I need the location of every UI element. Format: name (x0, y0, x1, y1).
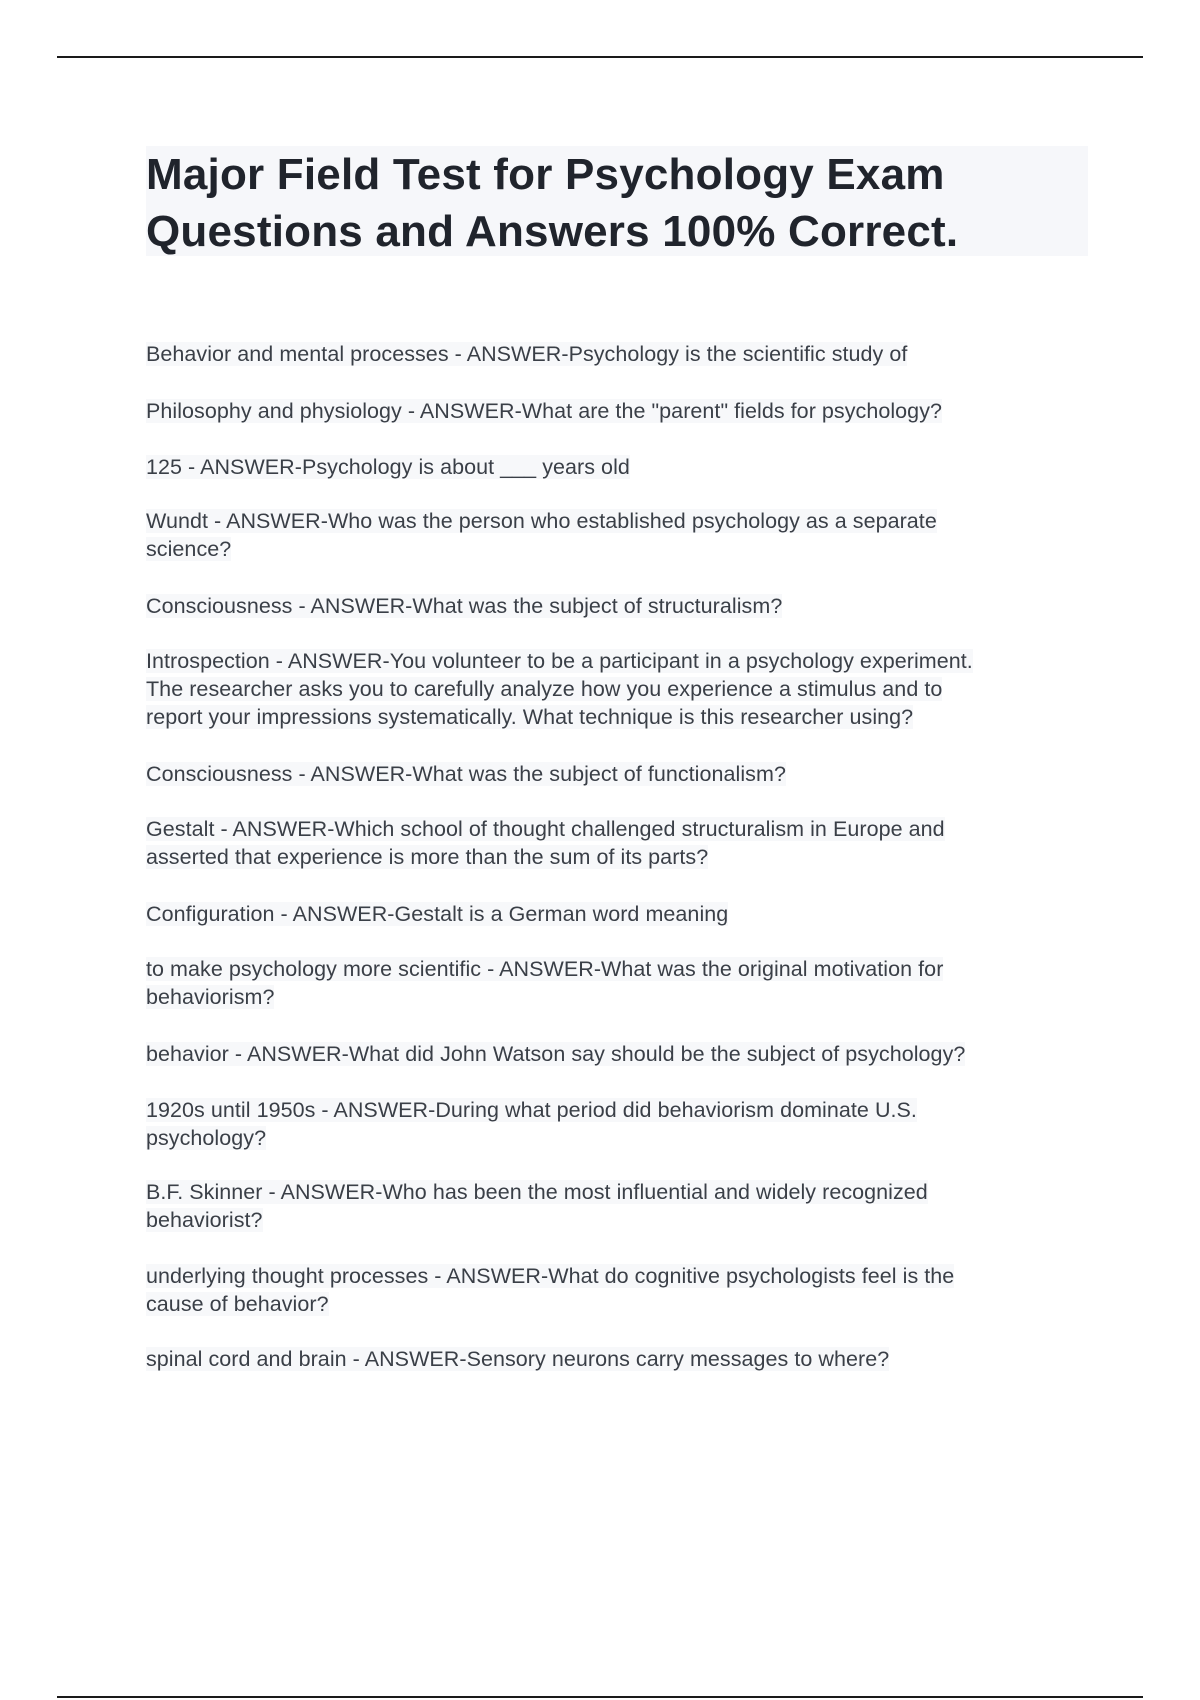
qa-item (146, 647, 1076, 731)
qa-line-text: Philosophy and physiology - ANSWER-What are the "parent" fields for psychology? (146, 399, 942, 423)
qa-item (146, 453, 1076, 481)
qa-line-text: Gestalt - ANSWER-Which school of thought challenged structuralism in Europe and (146, 817, 945, 841)
qa-line-text: behaviorist? (146, 1208, 263, 1232)
qa-line-text: Wundt - ANSWER-Who was the person who established psychology as a separate (146, 509, 937, 533)
qa-item (146, 1178, 1076, 1234)
qa-line-text: The researcher asks you to carefully analyze how you experience a stimulus and to (146, 677, 943, 701)
qa-line (146, 1290, 1076, 1318)
qa-line (146, 1262, 1076, 1290)
qa-item (146, 340, 1076, 368)
bottom-rule (57, 1696, 1143, 1698)
qa-line-text: spinal cord and brain - ANSWER-Sensory neurons carry messages to where? (146, 1347, 890, 1371)
qa-line-text: underlying thought processes - ANSWER-What do cognitive psychologists feel is the (146, 1264, 955, 1288)
qa-line (146, 900, 1076, 928)
title-line-1: Major Field Test for Psychology Exam (146, 150, 945, 199)
qa-item (146, 1345, 1076, 1373)
qa-line-text: cause of behavior? (146, 1292, 329, 1316)
qa-line-text: to make psychology more scientific - ANSWER-What was the original motivation for (146, 957, 944, 981)
qa-line (146, 703, 1076, 731)
qa-line-text: report your impressions systematically. What technique is this researcher using? (146, 705, 914, 729)
qa-line-text: Behavior and mental processes - ANSWER-Psychology is the scientific study of (146, 342, 908, 366)
qa-line (146, 1206, 1076, 1234)
qa-line-text: Introspection - ANSWER-You volunteer to be a participant in a psychology experiment. (146, 649, 973, 673)
qa-item (146, 397, 1076, 425)
qa-line-text: 1920s until 1950s - ANSWER-During what period did behaviorism dominate U.S. (146, 1098, 917, 1122)
qa-line-text: behavior - ANSWER-What did John Watson say should be the subject of psychology? (146, 1042, 966, 1066)
qa-line (146, 760, 1076, 788)
qa-line (146, 535, 1076, 563)
qa-item (146, 760, 1076, 788)
qa-line (146, 397, 1076, 425)
qa-line-text: asserted that experience is more than the sum of its parts? (146, 845, 709, 869)
qa-line-text: 125 - ANSWER-Psychology is about ___ years old (146, 455, 630, 479)
qa-item (146, 507, 1076, 563)
qa-line (146, 815, 1076, 843)
qa-line-text: B.F. Skinner - ANSWER-Who has been the most influential and widely recognized (146, 1180, 928, 1204)
qa-item (146, 955, 1076, 1011)
qa-item (146, 900, 1076, 928)
qa-line-text: Configuration - ANSWER-Gestalt is a German word meaning (146, 902, 729, 926)
qa-line (146, 843, 1076, 871)
qa-line-text: Consciousness - ANSWER-What was the subject of functionalism? (146, 762, 786, 786)
title-line-2: Questions and Answers 100% Correct. (146, 207, 959, 256)
qa-line (146, 983, 1076, 1011)
qa-line (146, 1040, 1076, 1068)
qa-line (146, 1345, 1076, 1373)
qa-line-text: Consciousness - ANSWER-What was the subject of structuralism? (146, 594, 783, 618)
qa-item (146, 1040, 1076, 1068)
qa-line (146, 647, 1076, 675)
qa-line (146, 340, 1076, 368)
qa-line (146, 592, 1076, 620)
qa-item (146, 815, 1076, 871)
qa-line (146, 507, 1076, 535)
qa-line (146, 1124, 1076, 1152)
qa-line-text: science? (146, 537, 232, 561)
top-rule (57, 56, 1143, 58)
qa-item (146, 592, 1076, 620)
qa-line-text: psychology? (146, 1126, 267, 1150)
qa-line (146, 675, 1076, 703)
qa-line-text: behaviorism? (146, 985, 275, 1009)
qa-item (146, 1096, 1076, 1152)
qa-line (146, 453, 1076, 481)
document-title (146, 146, 1088, 256)
qa-item (146, 1262, 1076, 1318)
qa-line (146, 955, 1076, 983)
qa-line (146, 1096, 1076, 1124)
qa-line (146, 1178, 1076, 1206)
